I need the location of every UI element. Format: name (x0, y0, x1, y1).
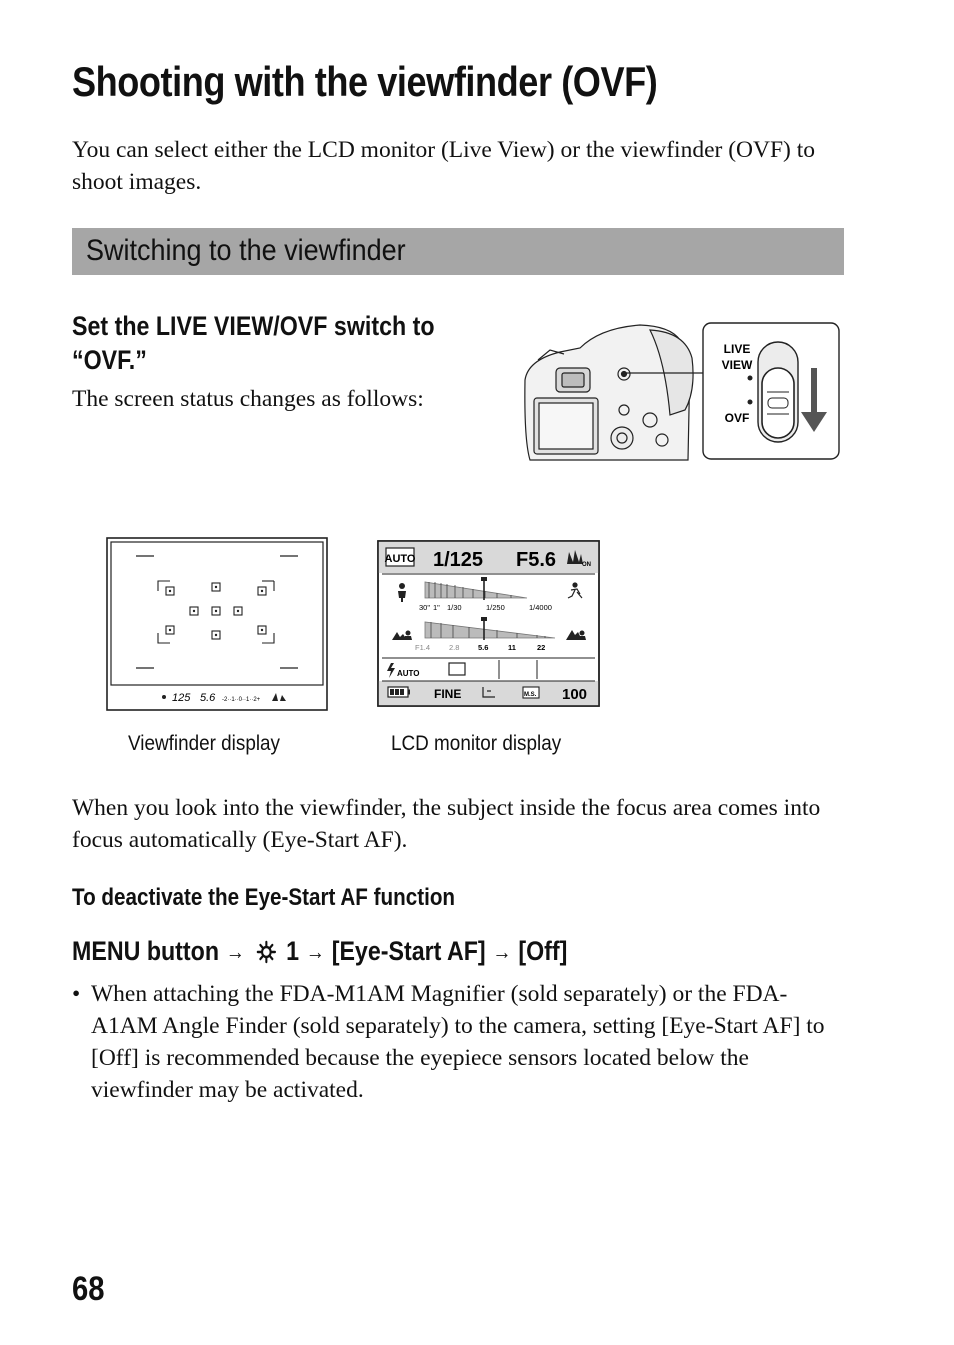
note-bullet (72, 978, 852, 1106)
lcd-shutter: 1/125 (433, 549, 484, 571)
page-title: Shooting with the viewfinder (OVF) (72, 58, 658, 105)
viewfinder-caption: Viewfinder display (128, 732, 280, 755)
menu-value: [Off] (518, 936, 568, 966)
lcd-caption: LCD monitor display (391, 732, 562, 755)
step-title: Set the LIVE VIEW/OVF switch to “OVF.” (72, 311, 435, 375)
lcd-quality: FINE (434, 687, 462, 701)
camera-illustration (520, 320, 845, 470)
lcd-shots-remaining: 100 (562, 686, 588, 703)
vf-shutter: 125 (172, 692, 191, 704)
bullet-mark: • (72, 981, 81, 1007)
shutter-scale-4000th: 1/4000 (529, 603, 552, 612)
menu-item: [Eye-Start AF] (331, 936, 486, 966)
intro-paragraph: You can select either the LCD monitor (Live View) or the viewfinder (OVF) to shoot images. (72, 137, 816, 195)
switch-label-view: VIEW (721, 358, 753, 372)
switch-label-live: LIVE (723, 342, 751, 356)
switch-label-ovf: OVF (724, 411, 750, 425)
section-header (72, 228, 844, 275)
lcd-monitor-display (377, 540, 601, 713)
shutter-scale-30th: 1/30 (447, 603, 462, 612)
vf-aperture: 5.6 (200, 692, 216, 704)
shutter-scale-30: 30" (419, 603, 431, 612)
battery-icon (388, 687, 410, 697)
page-number: 68 (72, 1270, 105, 1308)
lcd-steady-on: ON (582, 562, 591, 568)
note-text: When attaching the FDA-M1AM Magnifier (sold separately) or the FDA-A1AM Angle Finder (sold separately) to the camera, setting [Eye-Start AF] to [Off] is recommended because the eyepiece sensors located below the viewfinder may be activated. (91, 981, 825, 1103)
arrow-icon: → (225, 938, 245, 964)
menu-tab-number: 1 (286, 936, 300, 966)
aperture-scale-28: 2.8 (449, 643, 460, 652)
lcd-mode: AUTO (384, 553, 416, 565)
aperture-scale-f14: F1.4 (415, 643, 431, 652)
shutter-scale-1: 1" (433, 603, 440, 612)
menu-button-label: MENU button (72, 936, 220, 966)
arrow-icon: → (305, 938, 325, 964)
shutter-scale-250th: 1/250 (486, 603, 505, 612)
arrow-icon: → (492, 938, 512, 964)
lcd-aperture: F5.6 (516, 549, 557, 571)
viewfinder-display (106, 537, 328, 716)
aperture-scale-22: 22 (537, 643, 546, 652)
gear-icon (255, 939, 277, 965)
lcd-iso-label: M.S. (524, 692, 537, 698)
menu-path (72, 936, 567, 967)
aperture-scale-56: 5.6 (478, 643, 489, 652)
vf-exposure-scale: -2··1··0··1··2+ (222, 697, 261, 703)
step-description: The screen status changes as follows: (72, 386, 424, 412)
eye-start-paragraph: When you look into the viewfinder, the subject inside the focus area comes into focus automatically (Eye-Start AF). (72, 795, 821, 853)
subheading: To deactivate the Eye-Start AF function (72, 884, 456, 911)
section-title: Switching to the viewfinder (86, 234, 406, 267)
aperture-scale-11: 11 (508, 643, 516, 652)
lcd-flash-mode: AUTO (397, 669, 420, 678)
